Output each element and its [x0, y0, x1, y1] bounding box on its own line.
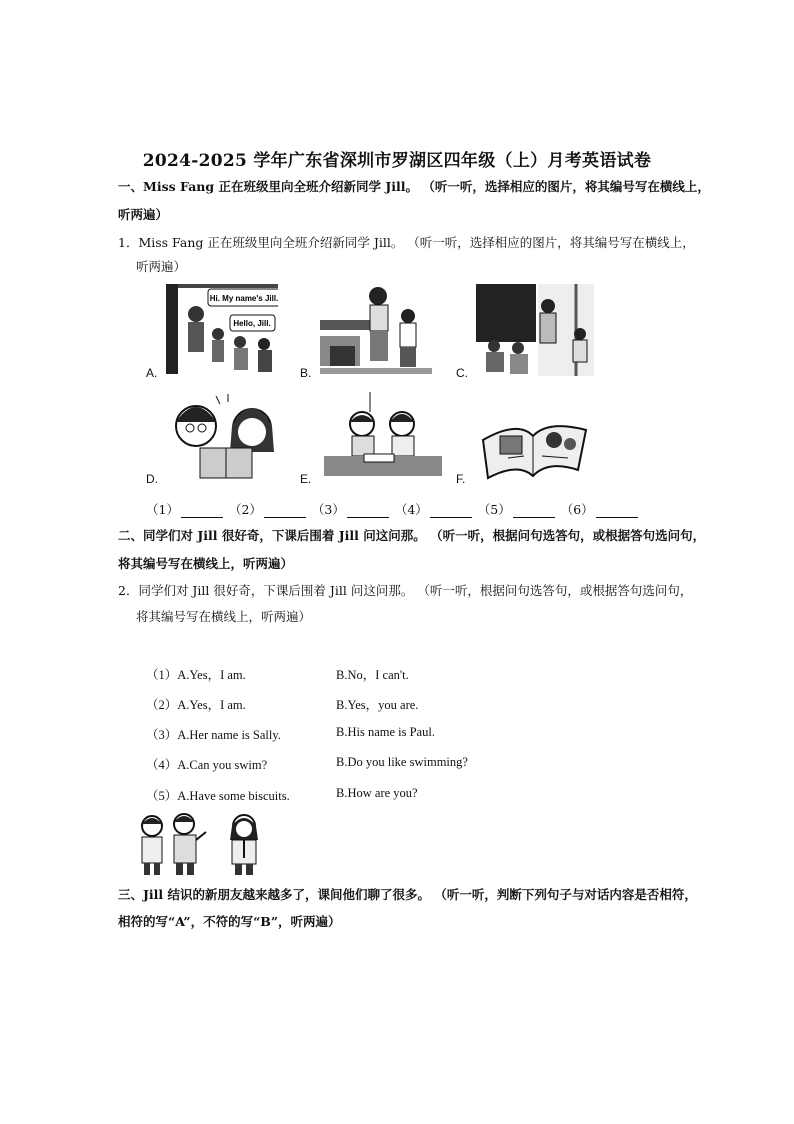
label-c: C. — [456, 366, 468, 380]
section2-heading: 二、同学们对 Jill 很好奇，下课后围着 Jill 问这问那。 （听一听，根据问句选答句，或根据答句选问句， — [118, 528, 706, 543]
picture-e — [324, 392, 419, 480]
section1-heading-cont: 听两遍） — [118, 207, 169, 222]
page-title: 2024-2025 学年广东省深圳市罗湖区四年级（上）月考英语试卷 — [142, 151, 652, 171]
blank-4-label: （4） — [394, 502, 428, 517]
question2-text: 2．同学们对 Jill 很好奇，下课后围着 Jill 问这问那。 （听一听，根据问句选答句，或根据答句选问句， — [118, 583, 693, 598]
option-4b: B.Do you like swimming? — [336, 755, 468, 769]
option-2b: B.Yes，you are. — [336, 698, 419, 712]
picture-f — [478, 400, 573, 488]
option-4a: （4）A.Can you swim? — [146, 758, 268, 772]
label-e: E. — [300, 472, 312, 486]
section1-heading: 一、Miss Fang 正在班级里向全班介绍新同学 Jill。 （听一听，选择相应的图片，将其编号写在横线上， — [118, 179, 710, 194]
option-5b: B.How are you? — [336, 786, 418, 800]
picture-c — [476, 284, 571, 372]
option-1b: B.No，I can't. — [336, 668, 409, 682]
option-1a: （1）A.Yes，I am. — [146, 668, 246, 682]
option-3a: （3）A.Her name is Sally. — [146, 728, 281, 742]
blank-1-label: （1） — [146, 502, 179, 517]
picture-a — [166, 284, 278, 372]
option-5a: （5）A.Have some biscuits. — [146, 789, 290, 803]
blank-3[interactable] — [347, 505, 389, 518]
section2-heading-cont: 将其编号写在横线上，听两遍） — [118, 556, 294, 571]
section3-heading: 三、Jill 结识的新朋友越来越多了，课间他们聊了很多。 （听一听，判断下列句子与对话内容是否相符， — [118, 887, 697, 902]
option-2a: （2）A.Yes，I am. — [146, 698, 246, 712]
answer-blanks — [146, 500, 640, 518]
question2-text-cont: 将其编号写在横线上，听两遍） — [136, 609, 312, 624]
label-b: B. — [300, 366, 312, 380]
blank-1[interactable] — [181, 505, 223, 518]
blank-2[interactable] — [264, 505, 306, 518]
kids-illustration — [132, 810, 272, 876]
question1-text: 1．Miss Fang 正在班级里向全班介绍新同学 Jill。 （听一听，选择相应的图片，将其编号写在横线上， — [118, 235, 695, 250]
picture-d — [166, 392, 261, 480]
blank-2-label: （2） — [228, 502, 262, 517]
blank-5-label: （5） — [477, 502, 511, 517]
question1-text-cont: 听两遍） — [136, 259, 187, 274]
bubble-text-2: Hello, Jill. — [233, 319, 271, 328]
blank-4[interactable] — [430, 505, 472, 518]
label-a: A. — [146, 366, 158, 380]
blank-5[interactable] — [513, 505, 555, 518]
bubble-text-1: Hi. My name's Jill. — [209, 294, 278, 303]
option-3b: B.His name is Paul. — [336, 725, 435, 739]
picture-b — [320, 286, 415, 374]
blank-6[interactable] — [596, 505, 638, 518]
label-d: D. — [146, 472, 158, 486]
label-f: F. — [456, 472, 466, 486]
blank-6-label: （6） — [560, 502, 594, 517]
section3-heading-cont: 相符的写“A”，不符的写“B”，听两遍） — [118, 914, 341, 929]
blank-3-label: （3） — [311, 502, 345, 517]
